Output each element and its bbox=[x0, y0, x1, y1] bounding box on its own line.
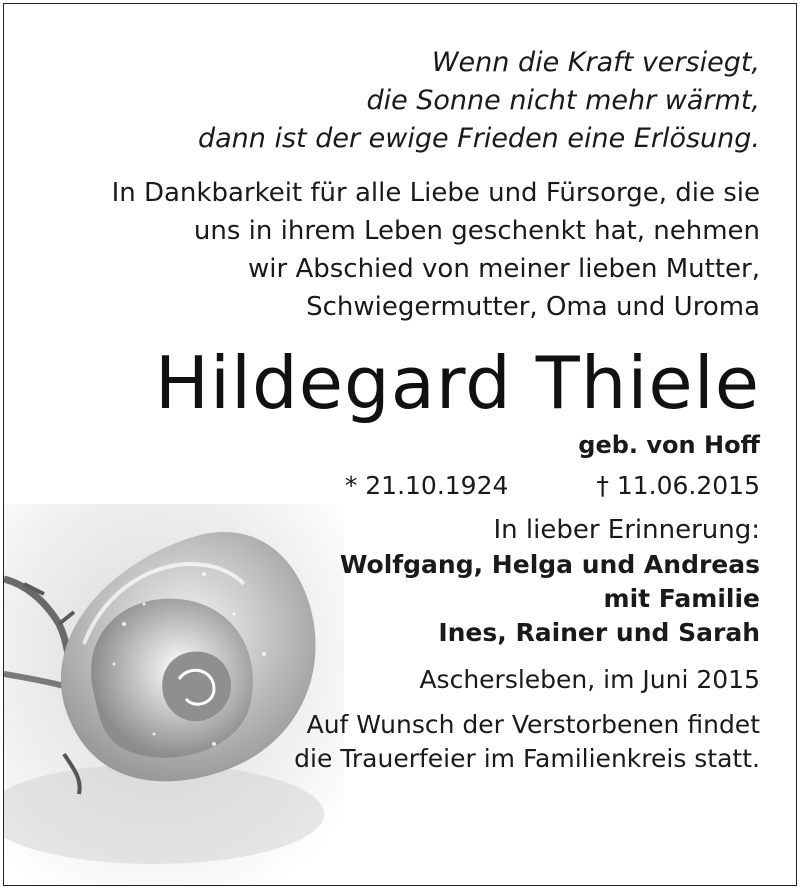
intro-line: In Dankbarkeit für alle Liebe und Fürsorge, die sie bbox=[111, 178, 760, 208]
death-date: † 11.06.2015 bbox=[596, 471, 760, 500]
obituary-text bbox=[40, 44, 760, 776]
life-dates bbox=[40, 464, 760, 508]
note-line: Auf Wunsch der Verstorbenen findet bbox=[306, 710, 760, 739]
family-line: Wolfgang, Helga und Andreas bbox=[339, 550, 760, 579]
intro-text bbox=[40, 174, 760, 326]
family-list bbox=[40, 548, 760, 650]
place-date: Aschersleben, im Juni 2015 bbox=[419, 665, 760, 694]
memory-label: In lieber Erinnerung: bbox=[493, 515, 760, 545]
poem bbox=[40, 44, 760, 158]
poem-line: dann ist der ewige Frieden eine Erlösung. bbox=[198, 123, 760, 154]
obituary-frame bbox=[3, 3, 797, 886]
poem-line: die Sonne nicht mehr wärmt, bbox=[366, 85, 760, 116]
family-line: mit Familie bbox=[603, 584, 760, 613]
family-line: Ines, Rainer und Sarah bbox=[438, 618, 760, 647]
deceased-name: Hildegard Thiele bbox=[154, 341, 760, 425]
poem-line: Wenn die Kraft versiegt, bbox=[431, 47, 760, 78]
funeral-note bbox=[40, 708, 760, 776]
intro-line: Schwiegermutter, Oma und Uroma bbox=[306, 292, 760, 322]
intro-line: wir Abschied von meiner lieben Mutter, bbox=[248, 254, 760, 284]
intro-line: uns in ihrem Leben geschenkt hat, nehmen bbox=[193, 216, 760, 246]
note-line: die Trauerfeier im Familienkreis statt. bbox=[294, 744, 760, 773]
birth-name: geb. von Hoff bbox=[578, 431, 760, 459]
birth-date: * 21.10.1924 bbox=[344, 471, 509, 500]
